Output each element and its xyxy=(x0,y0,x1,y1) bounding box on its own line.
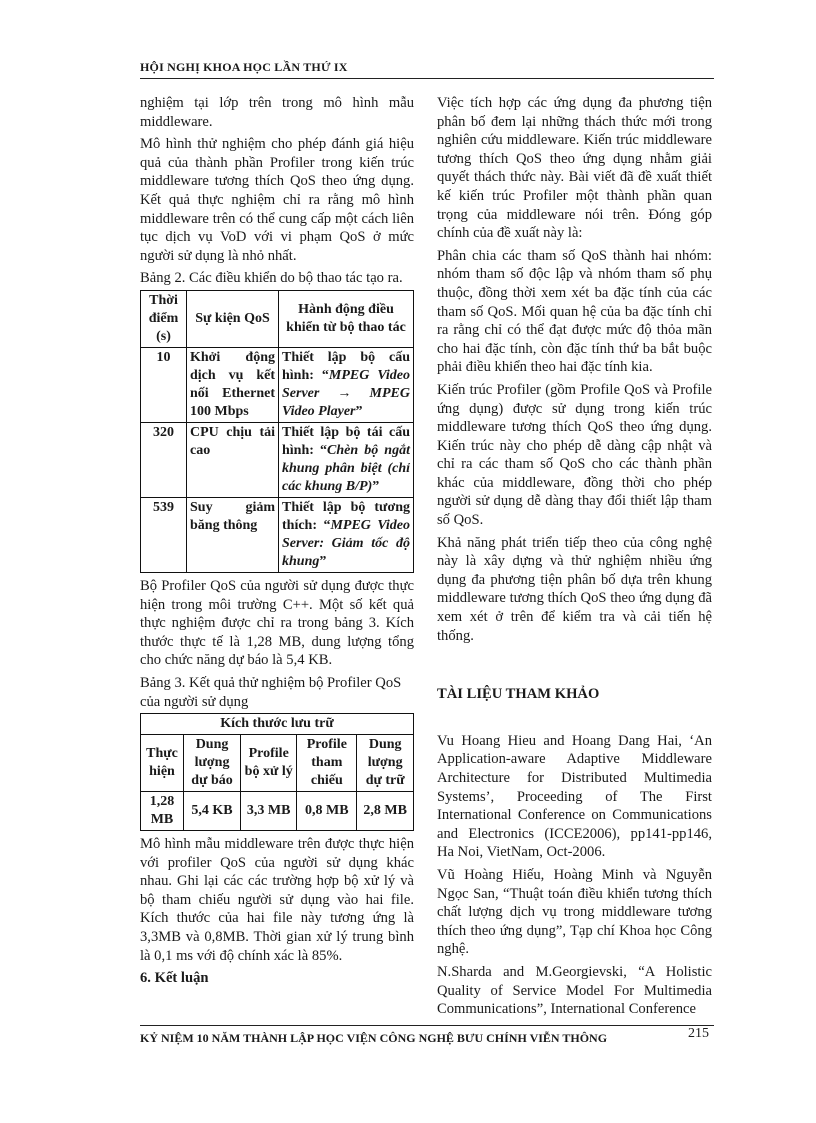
paragraph: Mô hình thử nghiệm cho phép đánh giá hiệu quả của thành phần Profiler trong kiến trúc middleware tương thích QoS theo ứng dụng. Kết quả thực nghiệm chỉ ra rằng mô hình middleware trên có thể cung cấp một cách liên tục dịch vụ VoD với vi phạm QoS ở mức người sử dụng là nhỏ nhất. xyxy=(140,136,414,264)
table-2-caption: Bảng 2. Các điều khiển do bộ thao tác tạo ra. xyxy=(140,270,403,287)
table-3-caption: Bảng 3. Kết quả thử nghiệm bộ Profiler QoS của người sử dụng xyxy=(140,674,402,710)
header-rule xyxy=(140,78,714,79)
running-header: HỘI NGHỊ KHOA HỌC LẦN THỨ IX xyxy=(140,60,348,74)
table-2 xyxy=(140,290,414,573)
column-header: Dung lượng dự trữ xyxy=(357,735,414,792)
paragraph: Mô hình mẫu middleware trên được thực hiện với profiler QoS của người sử dụng khác nhau. Ghi lại các các trường hợp bộ xử lý và bộ tham chiếu người sử dụng vào hai file. Kích thước của hai file này tương ứng là 3,3MB và 0,8MB. Thời gian xử lý trung bình là 0,1 ms với độ chính xác là 85%. xyxy=(140,836,414,964)
column-header: Sự kiện QoS xyxy=(187,290,279,347)
table-header-row xyxy=(141,290,414,347)
column-header: Profile bộ xử lý xyxy=(241,735,297,792)
action-cell: Thiết lập bộ tái cấu hình: “Chèn bộ ngắt khung phân biệt (chỉ các khung B/P)” xyxy=(279,422,414,497)
table-header-row xyxy=(141,735,414,792)
running-footer: KỶ NIỆM 10 NĂM THÀNH LẬP HỌC VIỆN CÔNG NGHỆ BƯU CHÍNH VIỄN THÔNG xyxy=(140,1031,608,1045)
table-cell: 0,8 MB xyxy=(297,792,357,831)
table-3 xyxy=(140,713,414,831)
time-cell: 10 xyxy=(141,347,187,422)
page-number: 215 xyxy=(688,1026,709,1041)
right-column xyxy=(437,94,712,1023)
column-header: Dung lượng dự báo xyxy=(183,735,240,792)
table-cell: 3,3 MB xyxy=(241,792,297,831)
paragraph: Việc tích hợp các ứng dụng đa phương tiện phân bố đem lại những thách thức mới trong nghiên cứu middleware. Kiến trúc middleware tương thích QoS theo ứng dụng nhằm giải quyết thách thức này. Bài viết đã đề xuất thiết kế kiến trúc Profiler một thành phần quan trọng của middleware nói trên. Đóng góp chính của đề xuất này là: xyxy=(437,95,712,242)
footer-rule xyxy=(140,1025,714,1026)
reference-item: N.Sharda and M.Georgievski, “A Holistic Quality of Service Model For Multimedia Communications”, International Conference xyxy=(437,963,712,1018)
table-cell: 1,28 MB xyxy=(141,792,184,831)
table-row xyxy=(141,497,414,572)
paragraph: nghiệm tại lớp trên trong mô hình mẫu middleware. xyxy=(140,95,414,130)
table-row xyxy=(141,422,414,497)
reference-item: Vũ Hoàng Hiếu, Hoàng Minh và Nguyễn Ngọc San, “Thuật toán điều khiển tương thích chất lượng dịch vụ trong middleware tương thích theo ứng dụng”, Tạp chí Khoa học Công nghệ. xyxy=(437,866,712,958)
action-cell: Thiết lập bộ cấu hình: “MPEG Video Server → MPEG Video Player” xyxy=(279,347,414,422)
paragraph: Bộ Profiler QoS của người sử dụng được thực hiện trong môi trường C++. Một số kết quả thực nghiệm được chỉ ra trong bảng 3. Kích thước thực tế là 1,28 MB, dung lượng tổng cho chức năng dự báo là 5,4 KB. xyxy=(140,577,414,669)
column-header: Hành động điều khiển từ bộ thao tác xyxy=(279,290,414,347)
event-cell: Khởi động dịch vụ kết nối Ethernet 100 Mbps xyxy=(187,347,279,422)
event-cell: Suy giảm băng thông xyxy=(187,497,279,572)
column-header: Thực hiện xyxy=(141,735,184,792)
column-header: Profile tham chiếu xyxy=(297,735,357,792)
table-cell: 5,4 KB xyxy=(183,792,240,831)
references-heading: TÀI LIỆU THAM KHẢO xyxy=(437,686,600,703)
table-group-header-row xyxy=(141,714,414,735)
reference-item: Vu Hoang Hieu and Hoang Dang Hai, ‘An Application-aware Adaptive Middleware Architecture for Distributed Multimedia Systems’, Proceeding of The First International Conference on Communications and Electronics (ICCE2006), pp141-pp146, Ha Noi, VietNam, Oct-2006. xyxy=(437,732,712,861)
time-cell: 320 xyxy=(141,422,187,497)
column-header: Thời điểm (s) xyxy=(141,290,187,347)
action-cell: Thiết lập bộ tương thích: “MPEG Video Server: Giảm tốc độ khung” xyxy=(279,497,414,572)
event-cell: CPU chịu tải cao xyxy=(187,422,279,497)
time-cell: 539 xyxy=(141,497,187,572)
paragraph: Phân chia các tham số QoS thành hai nhóm: nhóm tham số độc lập và nhóm tham số phụ thuộc, đồng thời xem xét ba đặc tính của các tham số QoS. Mối quan hệ của ba đặc tính chỉ ra rằng chỉ có thể đạt được mức độ thỏa mãn cho hai đặc tính, còn đặc tính thứ ba bắt buộc phải điều khiển theo hai đặc tính kia. xyxy=(437,247,712,376)
table-cell: 2,8 MB xyxy=(357,792,414,831)
group-header: Kích thước lưu trữ xyxy=(141,714,414,735)
paragraph: Khả năng phát triển tiếp theo của công nghệ này là xây dựng và thử nghiệm nhiều ứng dụng đa phương tiện phân bố dựa trên khung middleware tương thích QoS theo ứng dụng đã xem xét ở trên để kiểm tra và cải tiến hệ thống. xyxy=(437,534,712,644)
paragraph: Kiến trúc Profiler (gồm Profile QoS và Profile ứng dụng) được sử dụng trong kiến trúc middleware tương thích QoS theo ứng dụng. Kiến trúc này cho phép dễ dàng cập nhật và chỉ ra các tham số QoS cho các thành phần khác của middleware, đồng thời cho phép người sử dụng dễ dàng thay đổi thiết lập tham số QoS. xyxy=(437,381,712,529)
table-row xyxy=(141,792,414,831)
left-column xyxy=(140,94,414,988)
section-heading: 6. Kết luận xyxy=(140,970,209,987)
table-row xyxy=(141,347,414,422)
